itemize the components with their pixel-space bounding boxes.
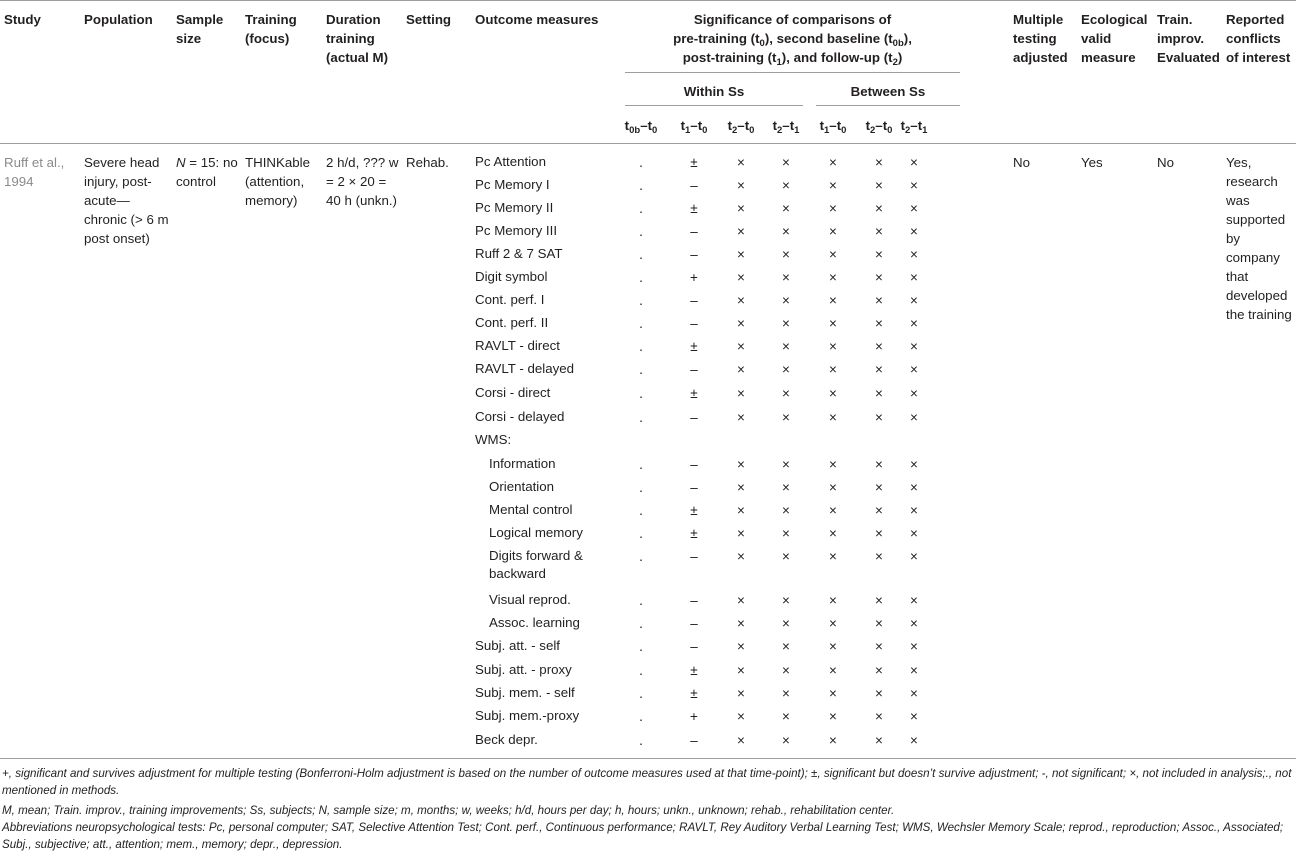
significance-value: × (782, 549, 790, 564)
significance-value: . (639, 686, 643, 701)
significance-value: . (639, 616, 643, 631)
outcome-label: RAVLT - direct (475, 338, 560, 353)
significance-value: × (737, 201, 745, 216)
significance-value: × (782, 362, 790, 377)
header-conflicts: Reported conflicts of interest (1226, 12, 1291, 65)
significance-value: × (875, 457, 883, 472)
significance-value: × (737, 178, 745, 193)
significance-value: . (639, 733, 643, 748)
significance-value: × (910, 593, 918, 608)
significance-value: . (639, 549, 643, 564)
footnote-tests: Abbreviations neuropsychological tests: Pc, personal computer; SAT, Selective Attention Test; Cont. perf., Continuous performance; RAVLT, Rey Auditory Verbal Learning Test; WMS, Wechsler Memory Scale; reprod., reproduction; Assoc., Associated; Subj., subjective; att., attention; mem., memory; depr., depression. (2, 821, 1284, 851)
significance-value: × (737, 480, 745, 495)
significance-value: × (829, 386, 837, 401)
outcome-label: Subj. mem. - self (475, 685, 575, 700)
header-sample-size: Sample size (176, 12, 224, 46)
significance-value: ± (690, 339, 698, 354)
significance-value: × (910, 247, 918, 262)
significance-value: – (690, 480, 698, 495)
header-training: Training (focus) (245, 12, 297, 46)
significance-value: . (639, 201, 643, 216)
significance-value: ± (690, 663, 698, 678)
significance-value: . (639, 593, 643, 608)
significance-value: × (910, 457, 918, 472)
significance-value: × (782, 178, 790, 193)
footnote-legend: +, significant and survives adjustment for multiple testing (Bonferroni-Holm adjustment is based on the number of outcome measures used at that time-point); ±, significant but doesn’t survive adjustment; -, not significant; ×, not included in analysis;., not mentioned in methods. (2, 767, 1292, 797)
significance-value: + (690, 270, 698, 285)
significance-value: × (829, 733, 837, 748)
significance-value: × (829, 639, 837, 654)
significance-value: × (910, 549, 918, 564)
header-within-ss: Within Ss (683, 84, 745, 99)
significance-value: × (829, 247, 837, 262)
outcome-label: Corsi - delayed (475, 409, 565, 424)
significance-value: – (690, 247, 698, 262)
outcome-label: Assoc. learning (489, 615, 580, 630)
significance-value: . (639, 362, 643, 377)
significance-value: × (829, 316, 837, 331)
header-multiple-testing: Multiple testing adjusted (1013, 12, 1068, 65)
significance-value: × (875, 663, 883, 678)
significance-value: × (829, 457, 837, 472)
header-setting: Setting (406, 12, 452, 27)
significance-value: × (829, 480, 837, 495)
significance-value: × (737, 316, 745, 331)
significance-value: × (782, 339, 790, 354)
outcome-label: RAVLT - delayed (475, 361, 575, 376)
significance-value: × (875, 178, 883, 193)
significance-value: × (737, 155, 745, 170)
significance-value: × (910, 410, 918, 425)
significance-value: × (829, 178, 837, 193)
significance-value: × (829, 616, 837, 631)
significance-value: × (782, 201, 790, 216)
significance-value: × (737, 639, 745, 654)
significance-value: × (875, 293, 883, 308)
significance-value: × (875, 224, 883, 239)
significance-value: × (829, 293, 837, 308)
significance-value: × (829, 339, 837, 354)
significance-value: × (910, 293, 918, 308)
outcome-label: Subj. att. - self (475, 638, 560, 653)
significance-value: ± (690, 686, 698, 701)
significance-value: × (875, 270, 883, 285)
significance-value: × (829, 362, 837, 377)
significance-value: × (737, 293, 745, 308)
header-study: Study (4, 12, 41, 27)
significance-value: × (737, 593, 745, 608)
significance-value: . (639, 526, 643, 541)
significance-value: × (737, 686, 745, 701)
outcome-label: Digit symbol (475, 269, 548, 284)
significance-value: × (875, 155, 883, 170)
significance-value: ± (690, 155, 698, 170)
significance-value: × (829, 593, 837, 608)
significance-value: × (737, 224, 745, 239)
significance-value: × (829, 709, 837, 724)
significance-value: × (875, 503, 883, 518)
significance-value: × (782, 593, 790, 608)
outcome-label: Ruff 2 & 7 SAT (475, 246, 563, 261)
outcome-label: Digits forward & backward (489, 548, 583, 581)
significance-value: × (737, 339, 745, 354)
significance-value: . (639, 639, 643, 654)
significance-value: × (910, 503, 918, 518)
outcome-label: WMS: (475, 432, 512, 447)
significance-value: . (639, 457, 643, 472)
significance-value: × (875, 526, 883, 541)
significance-value: × (737, 362, 745, 377)
significance-value: × (737, 549, 745, 564)
outcome-label: Mental control (489, 502, 573, 517)
significance-value: + (690, 709, 698, 724)
significance-value: × (910, 709, 918, 724)
study-name-link[interactable]: Ruff et al., 1994 (4, 155, 65, 189)
header-population: Population (84, 12, 153, 27)
significance-value: – (690, 457, 698, 472)
outcome-label: Pc Memory I (475, 177, 550, 192)
significance-value: × (910, 639, 918, 654)
outcome-label: Orientation (489, 479, 555, 494)
significance-value: . (639, 270, 643, 285)
header-train-improv: Train. improv. Evaluated (1157, 12, 1220, 65)
significance-value: . (639, 178, 643, 193)
study-training: THINKable (attention, memory) (245, 155, 311, 208)
outcome-label: Subj. mem.-proxy (475, 708, 580, 723)
significance-value: × (782, 639, 790, 654)
significance-value: × (737, 709, 745, 724)
significance-value: × (737, 616, 745, 631)
significance-value: × (910, 270, 918, 285)
significance-value: × (910, 339, 918, 354)
significance-value: × (910, 526, 918, 541)
significance-value: × (782, 503, 790, 518)
comparison-header: $t_2-t_0$ (727, 118, 755, 136)
significance-value: × (910, 316, 918, 331)
significance-value: . (639, 224, 643, 239)
significance-value: × (875, 201, 883, 216)
significance-value: × (910, 480, 918, 495)
comparison-header: $t_1-t_0$ (680, 118, 708, 136)
comparison-header: $t_1-t_0$ (819, 118, 847, 136)
significance-value: × (782, 663, 790, 678)
header-outcome-measures: Outcome measures (475, 12, 599, 27)
significance-value: × (875, 480, 883, 495)
significance-rule (625, 72, 960, 73)
table-top-rule (0, 0, 1296, 1)
significance-value: × (737, 410, 745, 425)
header-significance: Significance of comparisons of pre-training $(t_0)$, second baseline $(t_{0b})$, post-training $(t_1)$, and follow-up $(t_2)$ (673, 12, 912, 68)
significance-value: × (782, 247, 790, 262)
between-rule (816, 105, 960, 106)
significance-value: × (829, 526, 837, 541)
significance-value: × (875, 549, 883, 564)
significance-value: . (639, 316, 643, 331)
outcome-label: Logical memory (489, 525, 583, 540)
significance-value: × (782, 457, 790, 472)
significance-value: × (782, 686, 790, 701)
outcome-label: Beck depr. (475, 732, 538, 747)
significance-value: – (690, 293, 698, 308)
significance-value: × (782, 733, 790, 748)
significance-value: × (782, 224, 790, 239)
header-between-ss: Between Ss (850, 84, 926, 99)
significance-value: . (639, 410, 643, 425)
within-rule (625, 105, 803, 106)
significance-value: . (639, 503, 643, 518)
significance-value: ± (690, 526, 698, 541)
significance-value: – (690, 616, 698, 631)
significance-value: × (875, 709, 883, 724)
significance-value: × (875, 733, 883, 748)
significance-value: ± (690, 201, 698, 216)
significance-value: – (690, 549, 698, 564)
significance-value: × (737, 270, 745, 285)
header-duration: Duration training (actual M) (326, 12, 389, 65)
significance-value: . (639, 480, 643, 495)
significance-value: × (829, 686, 837, 701)
significance-value: × (829, 410, 837, 425)
significance-value: × (737, 526, 745, 541)
comparison-header: $t_2-t_1$ (900, 118, 928, 136)
significance-value: × (910, 386, 918, 401)
significance-value: – (690, 224, 698, 239)
significance-value: × (875, 316, 883, 331)
significance-value: × (782, 410, 790, 425)
significance-value: . (639, 709, 643, 724)
significance-value: × (910, 178, 918, 193)
significance-value: × (875, 593, 883, 608)
comparison-header: $t_{0b}-t_0$ (624, 118, 658, 136)
significance-value: × (737, 503, 745, 518)
significance-value: × (875, 410, 883, 425)
significance-value: × (737, 663, 745, 678)
significance-value: × (910, 224, 918, 239)
significance-value: . (639, 386, 643, 401)
significance-value: × (875, 386, 883, 401)
significance-value: × (737, 386, 745, 401)
study-sample-size: N = 15: no control (176, 155, 238, 189)
outcome-label: Cont. perf. I (475, 292, 545, 307)
outcome-label: Information (489, 456, 556, 471)
outcome-label: Pc Memory II (475, 200, 554, 215)
significance-value: × (910, 733, 918, 748)
significance-value: × (782, 526, 790, 541)
outcome-label: Pc Memory III (475, 223, 558, 238)
study-duration: 2 h/d, ??? w = 2 × 20 = 40 h (unkn.) (326, 155, 399, 208)
significance-value: × (829, 155, 837, 170)
significance-value: ± (690, 386, 698, 401)
significance-value: × (875, 362, 883, 377)
study-train-improv: No (1157, 155, 1174, 170)
significance-value: . (639, 339, 643, 354)
comparison-header: $t_2-t_0$ (865, 118, 893, 136)
significance-value: × (829, 224, 837, 239)
significance-value: × (782, 480, 790, 495)
significance-value: × (910, 616, 918, 631)
significance-value: – (690, 639, 698, 654)
significance-value: × (829, 549, 837, 564)
significance-value: × (875, 247, 883, 262)
significance-value: × (782, 709, 790, 724)
significance-value: × (782, 316, 790, 331)
significance-value: . (639, 663, 643, 678)
study-population: Severe head injury, post-acute—chronic (> 6 m post onset) (84, 155, 169, 246)
significance-value: × (910, 155, 918, 170)
study-ecological: Yes (1081, 155, 1103, 170)
significance-value: × (875, 639, 883, 654)
significance-value: × (829, 663, 837, 678)
table-bottom-rule (0, 758, 1296, 759)
outcome-label: Subj. att. - proxy (475, 662, 572, 677)
outcome-label: Corsi - direct (475, 385, 551, 400)
footnote-abbreviations: M, mean; Train. improv., training improvements; Ss, subjects; N, sample size; m, months; w, weeks; h/d, hours per day; h, hours; unkn., unknown; rehab., rehabilitation center. (2, 804, 895, 817)
significance-value: × (910, 686, 918, 701)
significance-value: × (910, 362, 918, 377)
study-setting: Rehab. (406, 155, 449, 170)
outcome-label: Pc Attention (475, 154, 546, 169)
outcome-label: Visual reprod. (489, 592, 571, 607)
significance-value: × (737, 457, 745, 472)
comparison-header: $t_2-t_1$ (772, 118, 800, 136)
header-bottom-rule (0, 143, 1296, 144)
significance-value: . (639, 155, 643, 170)
significance-value: – (690, 316, 698, 331)
significance-value: × (829, 270, 837, 285)
significance-value: × (875, 686, 883, 701)
significance-value: – (690, 410, 698, 425)
significance-value: – (690, 593, 698, 608)
significance-value: × (782, 155, 790, 170)
significance-value: × (737, 733, 745, 748)
significance-value: × (910, 663, 918, 678)
significance-value: – (690, 362, 698, 377)
significance-value: – (690, 178, 698, 193)
outcome-label: Cont. perf. II (475, 315, 549, 330)
significance-value: . (639, 293, 643, 308)
study-multiple-testing: No (1013, 155, 1030, 170)
header-ecological: Ecological valid measure (1081, 12, 1148, 65)
significance-value: × (875, 616, 883, 631)
study-conflicts: Yes, research was supported by company that developed the training (1226, 155, 1292, 322)
significance-value: × (782, 270, 790, 285)
significance-value: × (875, 339, 883, 354)
significance-value: × (782, 616, 790, 631)
significance-value: × (829, 503, 837, 518)
significance-value: – (690, 733, 698, 748)
significance-value: × (782, 293, 790, 308)
significance-value: × (782, 386, 790, 401)
significance-value: ± (690, 503, 698, 518)
significance-value: × (737, 247, 745, 262)
significance-value: . (639, 247, 643, 262)
significance-value: × (829, 201, 837, 216)
significance-value: × (910, 201, 918, 216)
